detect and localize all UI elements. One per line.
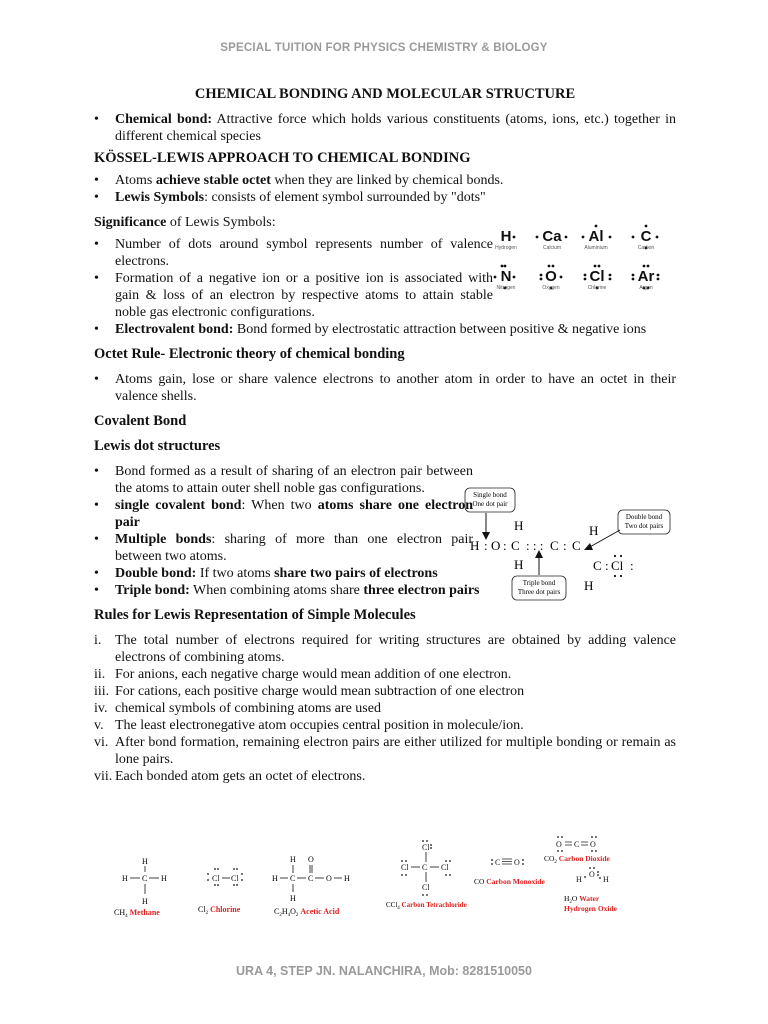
page-header: SPECIAL TUITION FOR PHYSICS CHEMISTRY & BIOLOGY [220,42,548,54]
acetic-acid-structure [272,855,350,903]
double-bond-sublabel: Two dot pairs [624,522,664,530]
main-content [94,86,676,785]
chem-bond-term: Chemical bond: [115,112,213,127]
lewis-symbols-figure [484,222,676,298]
lewis-symbol-c: C Carbon [637,228,655,251]
svg-text::: : [503,538,507,553]
rule-item: iii. For cations, each positive charge would mean subtraction of one electron [94,684,525,699]
double-bond-label: Double bond [625,513,663,521]
significance-item: • Formation of a negative ion or a positive ion is associated with gain & loss of an electron by respective atoms to attain stable noble gas electronic configurations. [94,270,493,321]
svg-text:Cl: Cl [422,883,430,892]
svg-text:H: H [584,578,594,593]
significance-item: • Number of dots around symbol represents number of valence electrons. [94,236,493,270]
chem-bond-item [94,111,676,145]
rules-list [94,632,676,785]
rule-item: i. The total number of electrons required for writing structures are obtained by adding valence electrons of combining atoms. [94,633,676,665]
lewis-symbol-cl: Cl Chlorine [587,268,607,291]
rules-heading: Rules for Lewis Representation of Simple Molecules [94,607,416,623]
double-bond-item: • Double bond: If two atoms share two pairs of electrons [94,565,676,582]
svg-text:C: C [550,538,559,553]
h2o-label: $H_2O$ Water [564,894,600,905]
rule-item: v. The least electronegative atom occupies central position in molecule/ion. [94,718,524,733]
svg-text:Cl: Cl [212,874,220,883]
svg-text:H: H [470,538,480,553]
chlorine-structure [207,868,243,886]
svg-text:C: C [574,840,580,849]
octet-list [94,371,676,405]
bond-structure-figure [462,486,676,604]
svg-text:H: H [122,874,128,883]
svg-text:H: H [290,855,296,864]
svg-text:Cl: Cl [441,863,449,872]
svg-text:H: H [344,874,350,883]
svg-text:Cl: Cl [611,558,624,573]
svg-text:H: H [272,874,278,883]
octet-item: • Atoms gain, lose or share valence electrons to another atom in order to have an octet in their valence shells. [94,371,676,405]
covalent-heading: Covalent Bond [94,413,187,429]
svg-text:O: O [514,858,520,867]
svg-text:O: O [491,538,501,553]
chem-bond-list [94,111,676,145]
svg-text:Cl: Cl [401,863,409,872]
covalent-item: • Bond formed as a result of sharing of an electron pair between the atoms to attain outer shell noble gas configurations. [94,463,473,497]
svg-text:Cl: Cl [231,874,239,883]
svg-text:O: O [326,874,332,883]
ch4-label: $CH_4$ Methane [114,908,160,919]
single-bond-item: • single covalent bond: When two atoms share one electron pair [94,497,473,531]
rule-item: ii. For anions, each negative charge would mean addition of one electron. [94,667,512,682]
svg-text::: : [484,538,488,553]
rule-item: vii. Each bonded atom gets an octet of electrons. [94,769,366,784]
svg-text:H: H [603,875,609,884]
co-label: CO Carbon Monoxide [474,877,545,886]
svg-text:C: C [308,874,314,883]
svg-text:H: H [514,518,524,533]
rule-item: vi. After bond formation, remaining electron pairs are either utilized for multiple bonding or remain as lone pairs. [94,735,676,767]
page-title: CHEMICAL BONDING AND MOLECULAR STRUCTURE [194,86,576,102]
co2-label: $CO_2$ Carbon Dioxide [544,854,610,865]
triple-bond-label: Triple bond [522,579,556,587]
lewis-symbol-ca: Ca Calcium [542,228,562,251]
svg-text:C: C [142,874,148,883]
multiple-bond-item: • Multiple bonds: sharing of more than one electron pair between two atoms. [94,531,473,565]
chem-bond-text: Attractive force which holds various constituents (atoms, ions, etc.) together in different chemical species [115,112,676,144]
kossel-item-lewis: • Lewis Symbols: consists of element symbol surrounded by "dots" [94,189,676,206]
ccl4-structure [401,840,451,896]
ccl4-label: CCl$_4$ Carbon Tetrachloride [386,901,467,911]
svg-text:O: O [589,870,595,879]
page-footer: URA 4, STEP JN. NALANCHIRA, Mob: 8281510050 [236,964,532,978]
lewis-symbol-h: H Hydrogen [495,228,517,251]
svg-text::: : [563,538,567,553]
svg-text:Cl: Cl [422,843,430,852]
h2o-label-2: Hydrogen Oxide [564,904,617,913]
co-structure [491,858,524,867]
electrovalent-item: • Electrovalent bond: Bond formed by electrostatic attraction between positive & negative ions [94,321,676,338]
svg-text:C: C [593,558,602,573]
lewis-symbol-ar: Ar Argon [637,268,655,291]
svg-text:H: H [514,557,524,572]
svg-text:H: H [290,894,296,903]
svg-text:H: H [142,897,148,906]
svg-text:H: H [161,874,167,883]
svg-text:H: H [576,875,582,884]
kossel-list [94,172,676,206]
lewis-symbol-n: N Nitrogen [496,268,516,291]
co2-structure [556,836,597,852]
triple-bond-item: • Triple bond: When combining atoms share three electron pairs [94,582,676,599]
significance-line: Significance of Lewis Symbols: [94,215,276,230]
svg-text:H: H [589,523,599,538]
h2o-structure [576,867,609,884]
rule-item: iv. chemical symbols of combining atoms are used [94,701,381,716]
octet-heading: Octet Rule- Electronic theory of chemical bonding [94,346,405,362]
bond-structure-svg [462,486,676,604]
single-bond-sublabel: One dot pair [472,500,508,508]
svg-text:C: C [495,858,501,867]
kossel-item-octet: • Atoms achieve stable octet when they are linked by chemical bonds. [94,172,676,189]
molecules-row [104,832,684,932]
svg-text:H: H [142,857,148,866]
single-bond-label: Single bond [473,491,507,499]
svg-text:O: O [590,840,596,849]
kossel-heading: KÖSSEL-LEWIS APPROACH TO CHEMICAL BONDING [94,150,471,166]
svg-text:O: O [308,855,314,864]
cl2-label: $Cl_2$ Chlorine [198,905,241,916]
svg-text:C: C [290,874,296,883]
methane-structure [122,857,167,906]
lewis-symbol-o: O Oxygen [542,268,560,291]
svg-text:C: C [422,863,428,872]
svg-text::: : [630,558,634,573]
svg-text:C: C [572,538,581,553]
triple-bond-sublabel: Three dot pairs [517,588,561,596]
svg-text:O: O [556,840,562,849]
svg-text:: : :: : : : [526,538,544,553]
acetic-label: $C_2H_4O_2$ Acetic Acid [274,907,340,918]
molecules-svg [104,832,684,932]
svg-text::: : [605,558,609,573]
lewis-symbol-al: Al Aluminium [584,228,608,251]
svg-text:C: C [511,538,520,553]
lewis-dot-heading: Lewis dot structures [94,438,221,454]
